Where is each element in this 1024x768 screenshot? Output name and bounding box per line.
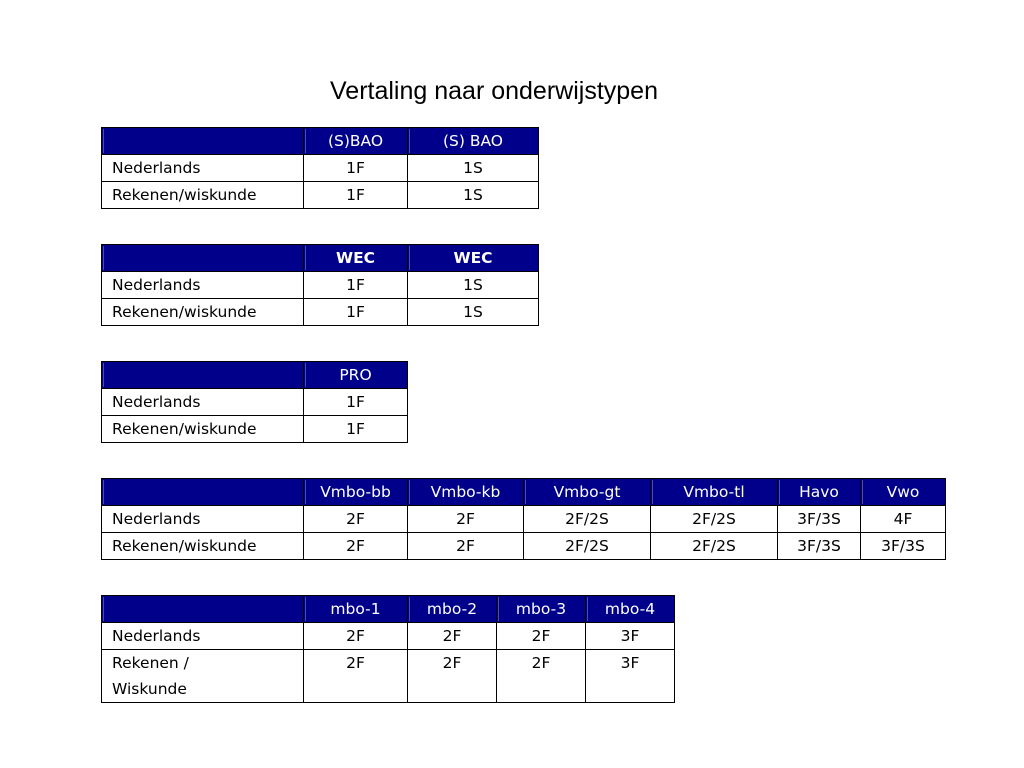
header-cell-empty — [102, 479, 304, 506]
table-pro — [101, 361, 408, 443]
table-cell: 1S — [408, 182, 539, 209]
table-cell: 1S — [408, 155, 539, 182]
header-cell: Vwo — [861, 479, 946, 506]
table-cell: 1F — [304, 389, 408, 416]
table-row — [102, 272, 539, 299]
table-cell: 2F — [408, 623, 497, 650]
header-cell: PRO — [304, 362, 408, 389]
table-cell: 2F — [408, 650, 497, 703]
row-label: Nederlands — [102, 623, 304, 650]
table-cell: 4F — [861, 506, 946, 533]
table-cell: 1F — [304, 416, 408, 443]
table-cell: 2F — [304, 623, 408, 650]
table-cell: 2F — [304, 506, 408, 533]
header-cell-empty — [102, 596, 304, 623]
header-cell-empty — [102, 128, 304, 155]
table-row — [102, 623, 675, 650]
table-cell: 2F — [304, 650, 408, 703]
header-cell: mbo-3 — [497, 596, 586, 623]
row-label: Rekenen / Wiskunde — [102, 650, 304, 703]
header-cell: Vmbo-tl — [651, 479, 778, 506]
table-cell: 1F — [304, 155, 408, 182]
header-cell: (S) BAO — [408, 128, 539, 155]
table-header-row — [102, 362, 408, 389]
table-header-row — [102, 245, 539, 272]
table-header-row — [102, 479, 946, 506]
table-cell: 1F — [304, 272, 408, 299]
header-cell: WEC — [304, 245, 408, 272]
table-cell: 2F/2S — [651, 506, 778, 533]
table-row — [102, 155, 539, 182]
table-row — [102, 389, 408, 416]
table-cell: 1S — [408, 272, 539, 299]
table-cell: 1S — [408, 299, 539, 326]
table-cell: 3F/3S — [778, 506, 861, 533]
table-cell: 2F — [408, 533, 524, 560]
header-cell: (S)BAO — [304, 128, 408, 155]
table-row — [102, 299, 539, 326]
table-cell: 3F — [586, 623, 675, 650]
header-cell: WEC — [408, 245, 539, 272]
row-label: Rekenen/wiskunde — [102, 416, 304, 443]
row-label: Rekenen/wiskunde — [102, 299, 304, 326]
page-title: Vertaling naar onderwijstypen — [330, 77, 658, 105]
row-label: Nederlands — [102, 389, 304, 416]
table-row — [102, 506, 946, 533]
row-label: Nederlands — [102, 272, 304, 299]
table-mbo — [101, 595, 675, 703]
table-row — [102, 416, 408, 443]
table-cell: 2F — [497, 650, 586, 703]
table-cell: 2F/2S — [524, 533, 651, 560]
table-cell: 3F/3S — [778, 533, 861, 560]
table-cell: 2F — [408, 506, 524, 533]
table-sbao — [101, 127, 539, 209]
table-cell: 1F — [304, 299, 408, 326]
table-header-row — [102, 128, 539, 155]
header-cell: Vmbo-bb — [304, 479, 408, 506]
header-cell: mbo-2 — [408, 596, 497, 623]
header-cell: Vmbo-gt — [524, 479, 651, 506]
table-wec — [101, 244, 539, 326]
header-cell: mbo-4 — [586, 596, 675, 623]
table-row — [102, 533, 946, 560]
table-cell: 3F/3S — [861, 533, 946, 560]
header-cell: mbo-1 — [304, 596, 408, 623]
table-cell: 1F — [304, 182, 408, 209]
table-header-row — [102, 596, 675, 623]
table-cell: 3F — [586, 650, 675, 703]
header-cell-empty — [102, 245, 304, 272]
table-vmbo-havo-vwo — [101, 478, 946, 560]
table-row — [102, 182, 539, 209]
table-cell: 2F — [304, 533, 408, 560]
row-label: Nederlands — [102, 506, 304, 533]
row-label: Rekenen/wiskunde — [102, 533, 304, 560]
table-cell: 2F/2S — [524, 506, 651, 533]
row-label: Rekenen/wiskunde — [102, 182, 304, 209]
table-cell: 2F — [497, 623, 586, 650]
table-row — [102, 650, 675, 703]
header-cell: Vmbo-kb — [408, 479, 524, 506]
header-cell: Havo — [778, 479, 861, 506]
header-cell-empty — [102, 362, 304, 389]
row-label: Nederlands — [102, 155, 304, 182]
table-cell: 2F/2S — [651, 533, 778, 560]
